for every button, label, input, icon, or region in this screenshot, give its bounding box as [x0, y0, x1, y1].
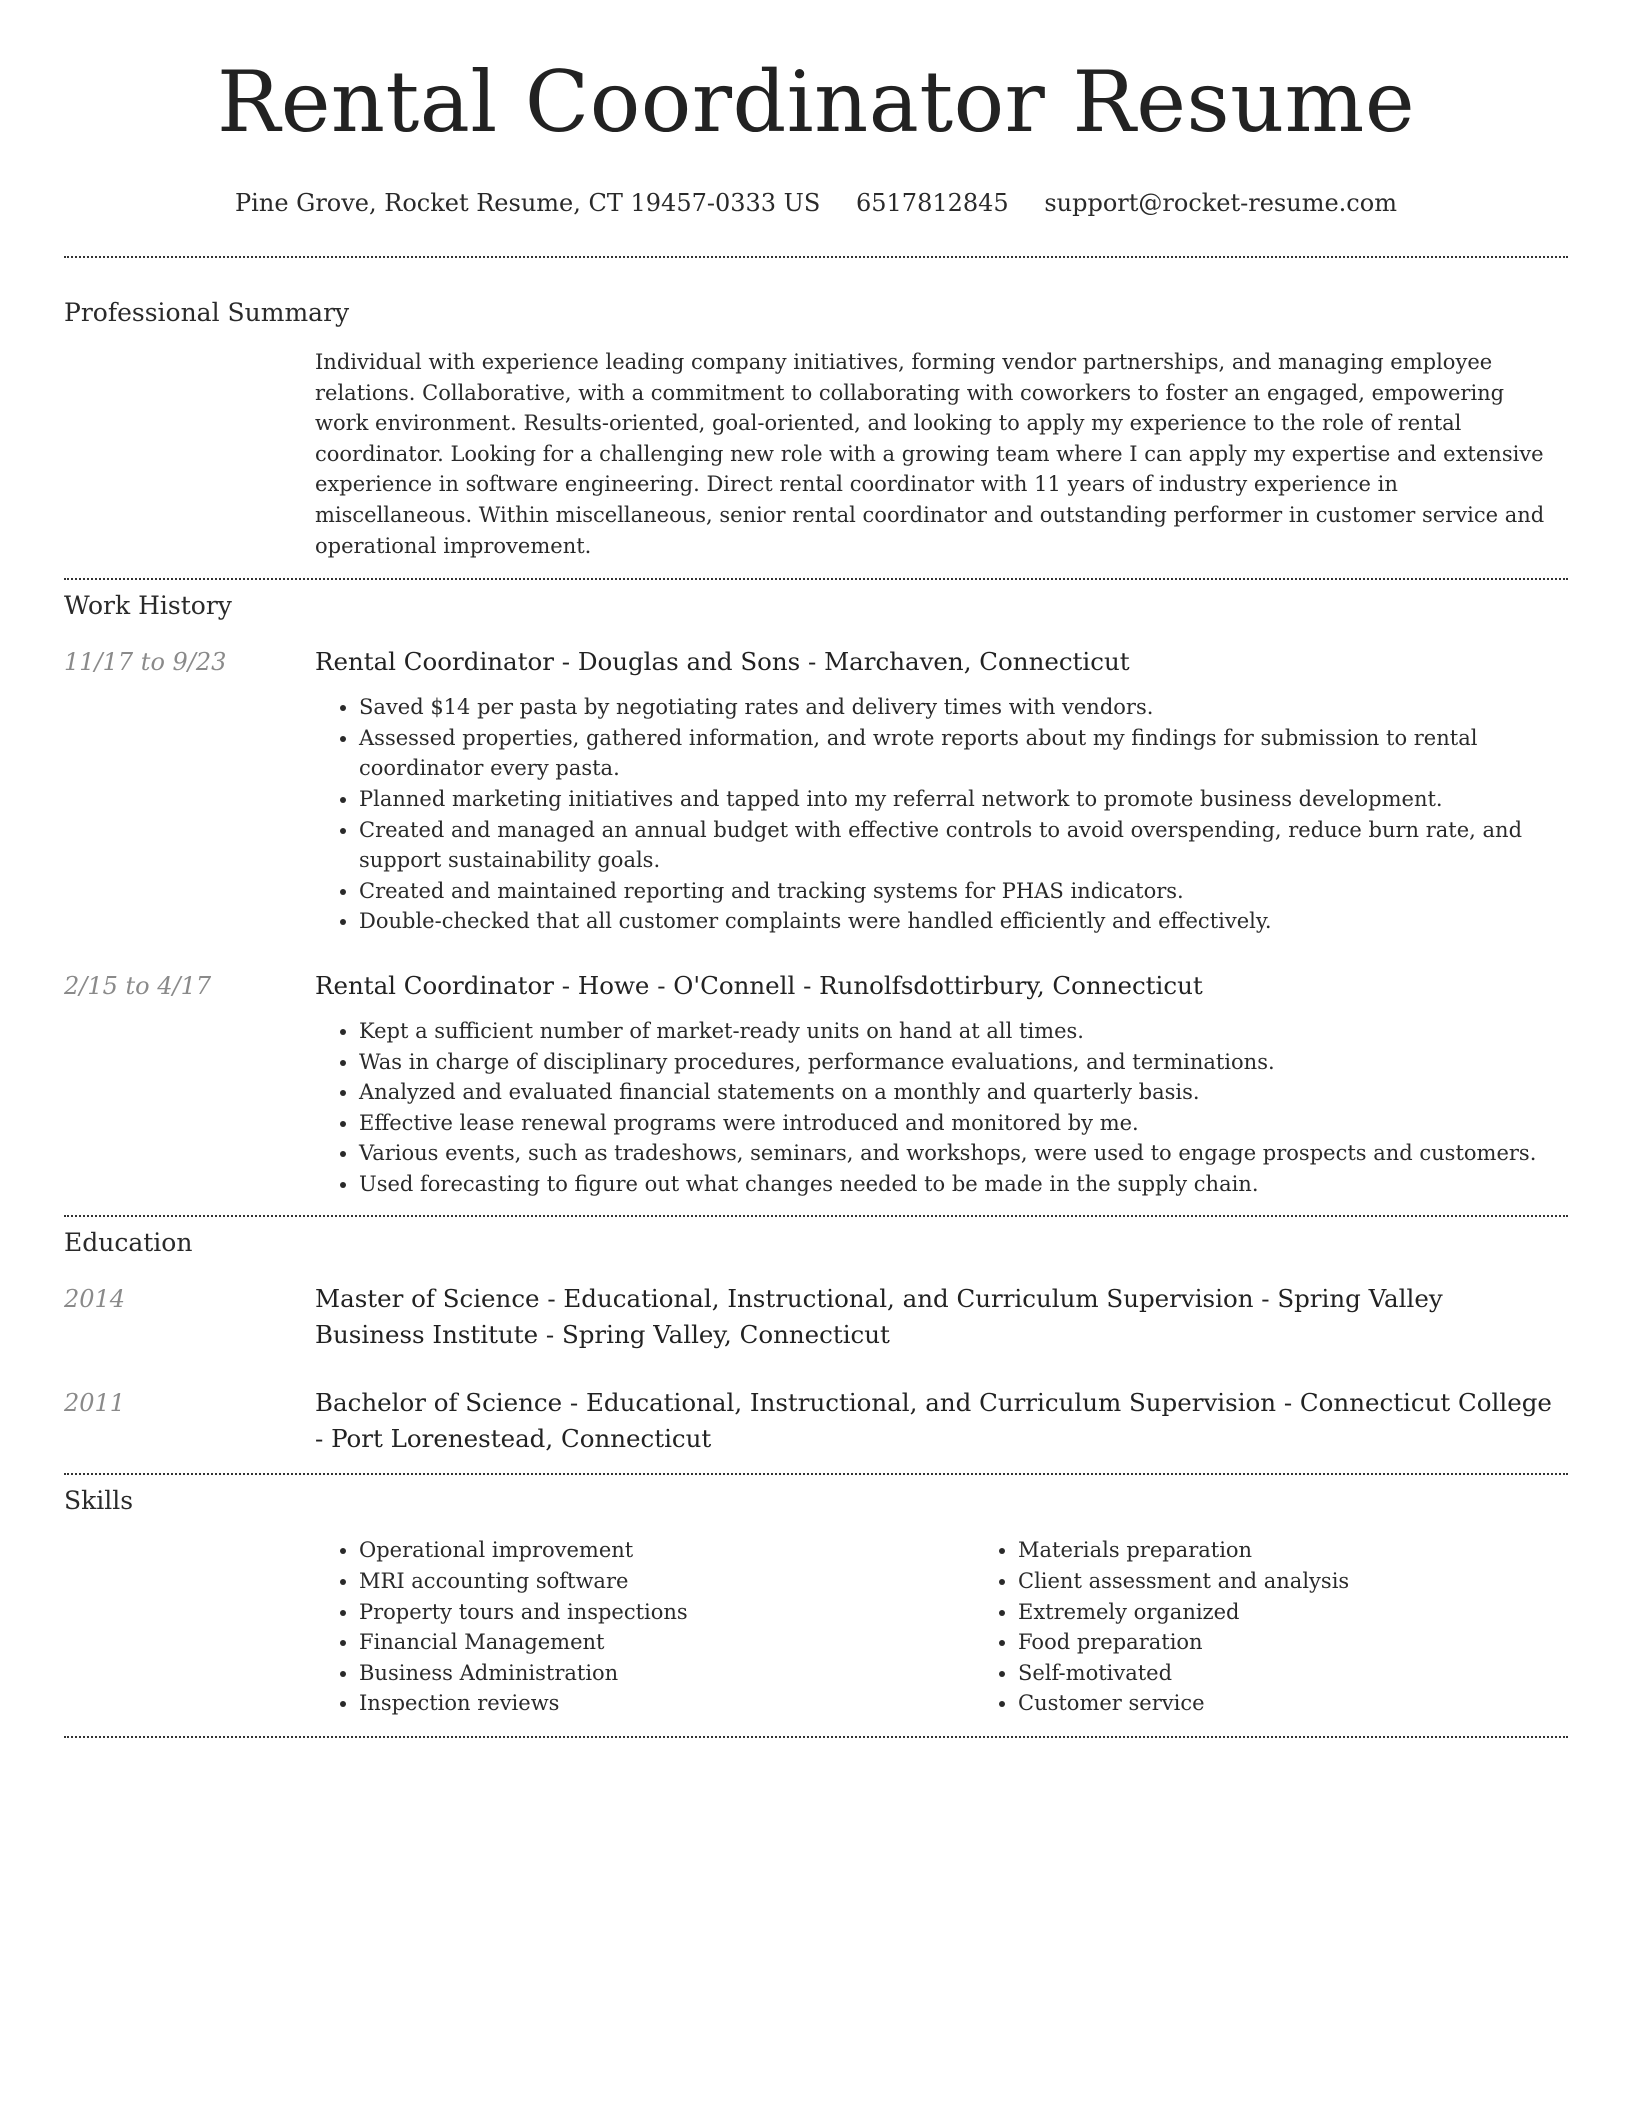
skills-columns: [315, 1535, 1632, 1719]
divider: [64, 1215, 1568, 1217]
job-entry: [64, 644, 1568, 937]
section-title: Professional Summary: [64, 298, 350, 327]
skills-list-right: [974, 1535, 1632, 1719]
list-item: • Saved $14 per pasta by negotiating rates and delivery times with vendors.: [359, 692, 1558, 723]
contact-phone: 6517812845: [855, 189, 1009, 217]
education-degree: Bachelor of Science - Educational, Instructional, and Curriculum Supervision: [315, 1388, 1277, 1418]
education-entry: [64, 1281, 1568, 1353]
list-item: • Created and maintained reporting and tracking systems for PHAS indicators.: [359, 876, 1558, 907]
list-item: • Planned marketing initiatives and tapped into my referral network to promote business development.: [359, 784, 1558, 815]
divider: [64, 256, 1568, 258]
list-item: • Kept a sufficient number of market-ready units on hand at all times.: [359, 1016, 1558, 1047]
education-section: [64, 1226, 1568, 1457]
list-item: • Food preparation: [1018, 1627, 1632, 1658]
list-item: • Effective lease renewal programs were introduced and monitored by me.: [359, 1108, 1558, 1139]
education-degree: Master of Science - Educational, Instructional, and Curriculum Supervision: [315, 1284, 1254, 1314]
divider: [64, 578, 1568, 580]
job-heading: Rental Coordinator - Douglas and Sons - Marchaven, Connecticut: [315, 647, 1130, 677]
list-item: • MRI accounting software: [359, 1566, 974, 1597]
list-item: • Extremely organized: [1018, 1597, 1632, 1628]
list-item: • Double-checked that all customer complaints were handled efficiently and effectively.: [359, 906, 1558, 937]
job-bullets: [315, 1016, 1558, 1200]
contact-email: support@rocket-resume.com: [1044, 189, 1397, 217]
education-entry: [64, 1385, 1568, 1457]
list-item: • Property tours and inspections: [359, 1597, 974, 1628]
divider: [64, 1473, 1568, 1475]
list-item: • Analyzed and evaluated financial statements on a monthly and quarterly basis.: [359, 1077, 1558, 1108]
summary-text: Individual with experience leading company initiatives, forming vendor partnerships, and managing employee relations. Collaborative, with a commitment to collaborating with coworkers to foster an engaged, empowering work environment. Results-oriented, goal-oriented, and looking to apply my experience to the role of rental coordinator. Looking for a challenging new role with a growing team where I can apply my expertise and extensive experience in software engineering. Direct rental coordinator with 11 years of industry experience in miscellaneous. Within miscellaneous, senior rental coordinator and outstanding performer in customer service and operational improvement.: [315, 350, 1545, 558]
section-title: Education: [64, 1228, 193, 1258]
education-year: 2011: [64, 1389, 126, 1418]
skills-list-left: [315, 1535, 974, 1719]
resume-page: [64, 0, 1568, 1738]
section-title: Skills: [64, 1486, 134, 1516]
summary-section: [64, 296, 1568, 561]
job-heading: Rental Coordinator - Howe - O'Connell - Runolfsdottirbury, Connecticut: [315, 970, 1203, 1000]
list-item: • Assessed properties, gathered information, and wrote reports about my findings for submission to rental coordinator every pasta.: [359, 723, 1558, 784]
list-item: • Used forecasting to figure out what changes needed to be made in the supply chain.: [359, 1169, 1558, 1200]
list-item: • Self-motivated: [1018, 1658, 1632, 1689]
education-heading: [315, 1281, 1568, 1353]
contact-line: [64, 186, 1568, 220]
section-title: Work History: [64, 591, 232, 621]
divider: [64, 1736, 1568, 1738]
list-item: • Business Administration: [359, 1658, 974, 1689]
contact-address: Pine Grove, Rocket Resume, CT 19457-0333 US: [235, 189, 821, 217]
skills-section: [64, 1484, 1568, 1719]
job-bullets: [315, 692, 1558, 937]
list-item: • Materials preparation: [1018, 1535, 1632, 1566]
resume-header: [64, 0, 1568, 220]
job-dates: 2/15 to 4/17: [64, 971, 212, 1000]
education-school: - Spring Valley Business Institute - Spring Valley, Connecticut: [315, 1284, 1443, 1350]
resume-name: Rental Coordinator Resume: [216, 53, 1416, 151]
list-item: • Customer service: [1018, 1688, 1632, 1719]
list-item: • Client assessment and analysis: [1018, 1566, 1632, 1597]
education-heading: [315, 1385, 1568, 1457]
list-item: • Created and managed an annual budget with effective controls to avoid overspending, reduce burn rate, and support sustainability goals.: [359, 815, 1558, 876]
education-school: - Connecticut College - Port Lorenestead, Connecticut: [315, 1388, 1552, 1454]
job-entry: [64, 968, 1568, 1200]
list-item: • Inspection reviews: [359, 1688, 974, 1719]
job-dates: 11/17 to 9/23: [64, 648, 227, 677]
education-year: 2014: [64, 1285, 126, 1314]
list-item: • Operational improvement: [359, 1535, 974, 1566]
work-history-section: [64, 589, 1568, 1199]
list-item: • Various events, such as tradeshows, seminars, and workshops, were used to engage prospects and customers.: [359, 1138, 1558, 1169]
list-item: • Was in charge of disciplinary procedures, performance evaluations, and terminations.: [359, 1047, 1558, 1078]
list-item: • Financial Management: [359, 1627, 974, 1658]
